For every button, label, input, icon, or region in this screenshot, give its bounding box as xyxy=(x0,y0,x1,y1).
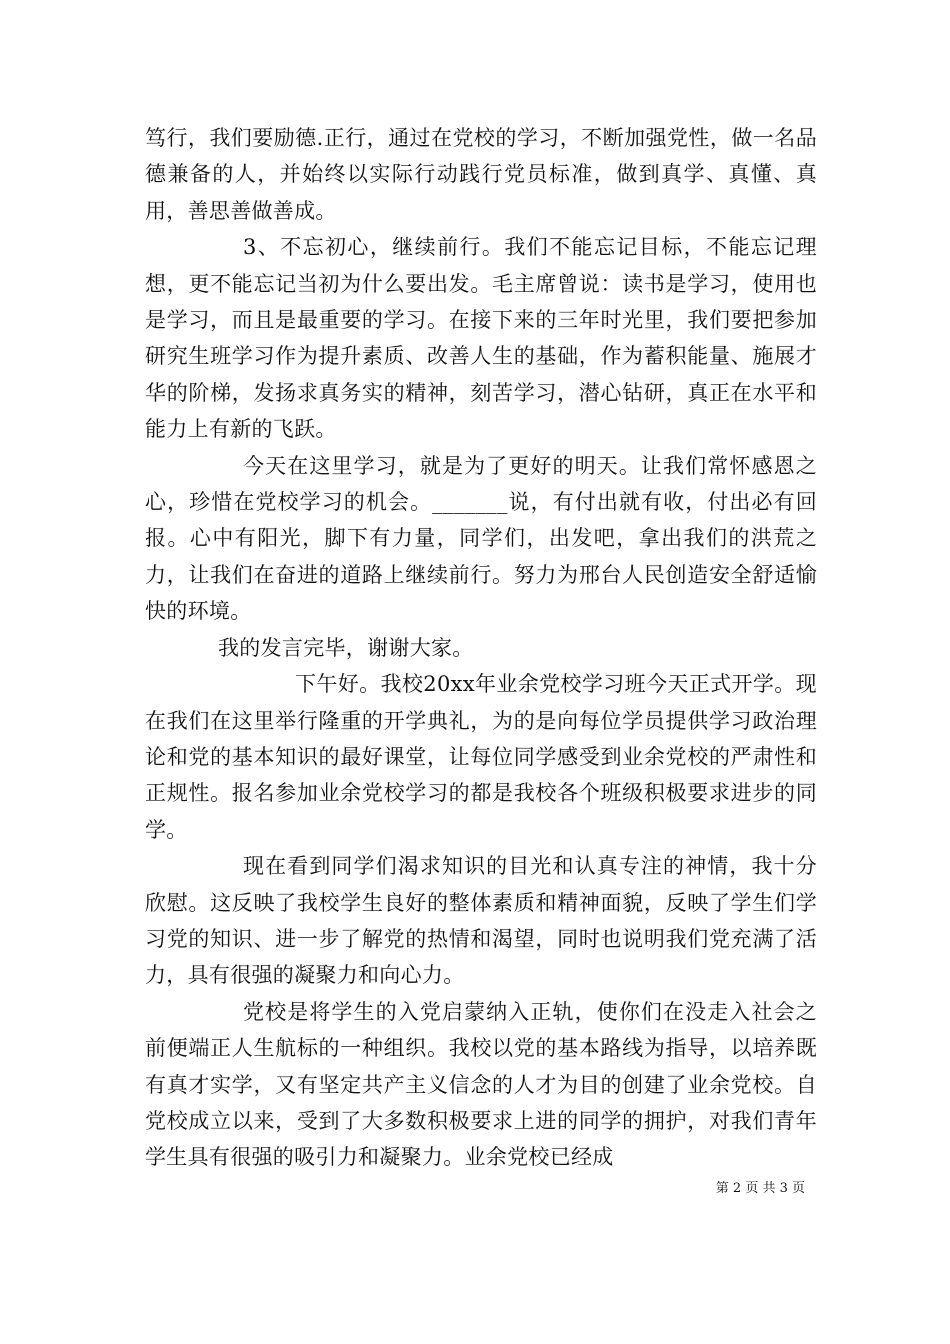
page-number-footer: 第 2 页 共 3 页 xyxy=(715,1181,805,1196)
document-body xyxy=(145,120,817,1176)
paragraph-6: 现在看到同学们渴求知识的目光和认真专注的神情，我十分欣慰。这反映了我校学生良好的整体素质和精神面貌，反映了学生们学习党的知识、进一步了解党的热情和渴望，同时也说明我们党充满了活力，具有很强的凝聚力和向心力。 xyxy=(145,854,817,988)
paragraph-4: 我的发言完毕，谢谢大家。 xyxy=(218,635,474,660)
paragraph-5: 下午好。我校20xx年业余党校学习班今天正式开学。现在我们在这里举行隆重的开学典礼，为的是向每位学员提供学习政治理论和党的基本知识的最好课堂，让每位同学感受到业余党校的严肃性和正规性。报名参加业余党校学习的都是我校各个班级积极要求进步的同学。 xyxy=(145,672,817,842)
paragraph-1: 笃行，我们要励德.正行，通过在党校的学习，不断加强党性，做一名品德兼备的人，并始终以实际行动践行党员标准，做到真学、真懂、真用，善思善做善成。 xyxy=(145,126,817,223)
paragraph-2: 3、不忘初心，继续前行。我们不能忘记目标，不能忘记理想，更不能忘记当初为什么要出发。毛主席曾说：读书是学习，使用也是学习，而且是最重要的学习。在接下来的三年时光里，我们要把参加研究生班学习作为提升素质、改善人生的基础，作为蓄积能量、施展才华的阶梯，发扬求真务实的精神，刻苦学习，潜心钻研，真正在水平和能力上有新的飞跃。 xyxy=(145,235,817,442)
paragraph-7: 党校是将学生的入党启蒙纳入正轨，使你们在没走入社会之前便端正人生航标的一种组织。我校以党的基本路线为指导，以培养既有真才实学，又有坚定共产主义信念的人才为目的创建了业余党校。自党校成立以来，受到了大多数积极要求上进的同学的拥护，对我们青年学生具有很强的吸引力和凝聚力。业余党校已经成 xyxy=(145,999,817,1170)
paragraph-3: 今天在这里学习，就是为了更好的明天。让我们常怀感恩之心，珍惜在党校学习的机会。_______说，有付出就有收，付出必有回报。心中有阳光，脚下有力量，同学们，出发吧，拿出我们的洪荒之力，让我们在奋进的道路上继续前行。努力为邢台人民创造安全舒适愉快的环境。 xyxy=(145,453,817,624)
